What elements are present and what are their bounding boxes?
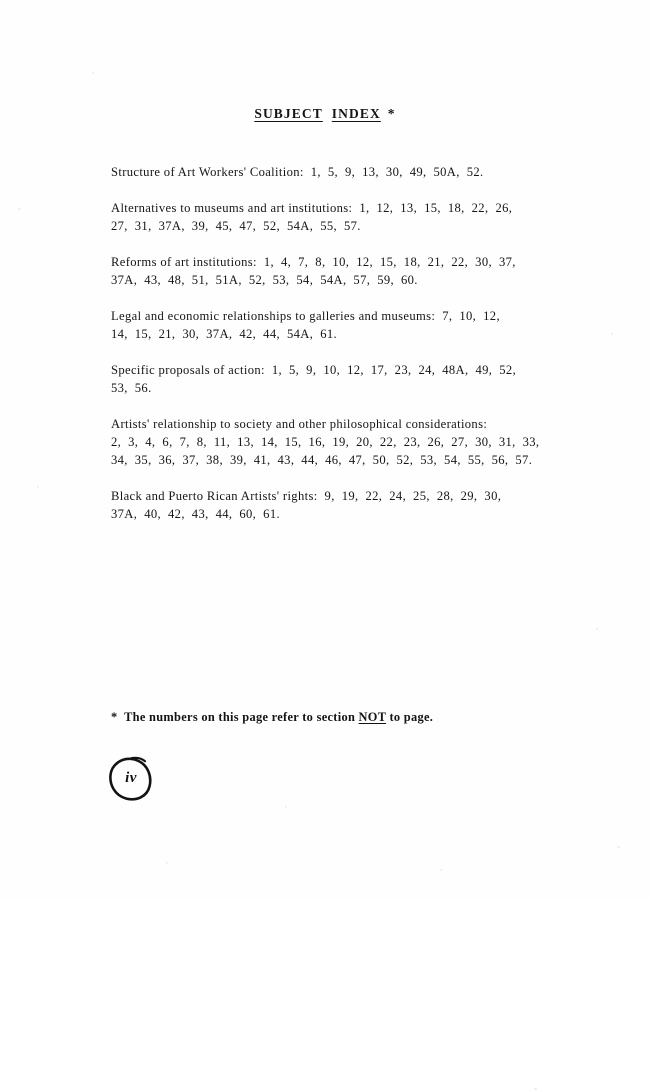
index-entry-legal-and-economic-relationships <box>111 307 556 343</box>
index-entry-line: 27, 31, 37A, 39, 45, 47, 52, 54A, 55, 57. <box>111 219 361 233</box>
footnote-suffix: to page. <box>386 710 434 724</box>
index-entry-line: 53, 56. <box>111 381 152 395</box>
scan-speckle <box>166 862 168 864</box>
index-entry-line: 37A, 40, 42, 43, 44, 60, 61. <box>111 507 280 521</box>
scan-speckle <box>617 846 620 848</box>
scan-speckle <box>37 486 39 488</box>
folio-page-number <box>103 753 159 805</box>
scan-speckle <box>285 806 287 808</box>
index-entry-line: Legal and economic relationships to galleries and museums: 7, 10, 12, <box>111 309 500 323</box>
index-entry-line: 34, 35, 36, 37, 38, 39, 41, 43, 44, 46, 47, 50, 52, 53, 54, 55, 56, 57. <box>111 453 533 467</box>
folio-number-text: iv <box>125 769 137 786</box>
index-entry-structure-of-art-workers-coalition <box>111 163 556 181</box>
scan-speckle <box>18 208 21 210</box>
index-entry-line: 37A, 43, 48, 51, 51A, 52, 53, 54, 54A, 57, 59, 60. <box>111 273 418 287</box>
index-entry-line: Specific proposals of action: 1, 5, 9, 10, 12, 17, 23, 24, 48A, 49, 52, <box>111 363 517 377</box>
index-entry-line: 2, 3, 4, 6, 7, 8, 11, 13, 14, 15, 16, 19, 20, 22, 23, 26, 27, 30, 31, 33, <box>111 435 540 449</box>
page-title <box>0 106 650 122</box>
index-entry-line: Artists' relationship to society and other philosophical considerations: <box>111 417 488 431</box>
footnote-emphasis-not: NOT <box>358 710 387 724</box>
index-entry-line: Black and Puerto Rican Artists' rights: 9, 19, 22, 24, 25, 28, 29, 30, <box>111 489 502 503</box>
index-entry-line: Alternatives to museums and art institutions: 1, 12, 13, 15, 18, 22, 26, <box>111 201 513 215</box>
page-title-asterisk: * <box>387 106 396 121</box>
footnote-prefix: * The numbers on this page refer to section <box>111 710 359 724</box>
footnote <box>111 710 433 725</box>
page-title-word-subject: SUBJECT <box>254 106 323 121</box>
index-entry-black-and-puerto-rican-artists-rights <box>111 487 556 523</box>
index-entry-artists-relationship-to-society <box>111 415 556 469</box>
index-entry-specific-proposals-of-action <box>111 361 556 397</box>
scan-speckle <box>611 333 613 335</box>
index-entry-line: Reforms of art institutions: 1, 4, 7, 8, 10, 12, 15, 18, 21, 22, 30, 37, <box>111 255 516 269</box>
index-entry-line: 14, 15, 21, 30, 37A, 42, 44, 54A, 61. <box>111 327 337 341</box>
scan-speckle <box>440 869 442 871</box>
page-title-word-index: INDEX <box>331 106 381 121</box>
index-entry-reforms-of-art-institutions <box>111 253 556 289</box>
index-entry-alternatives-to-museums <box>111 199 556 235</box>
scan-speckle <box>596 628 598 630</box>
subject-index-entry-list <box>111 163 556 541</box>
scan-speckle <box>92 72 94 74</box>
index-entry-line: Structure of Art Workers' Coalition: 1, 5, 9, 13, 30, 49, 50A, 52. <box>111 165 484 179</box>
